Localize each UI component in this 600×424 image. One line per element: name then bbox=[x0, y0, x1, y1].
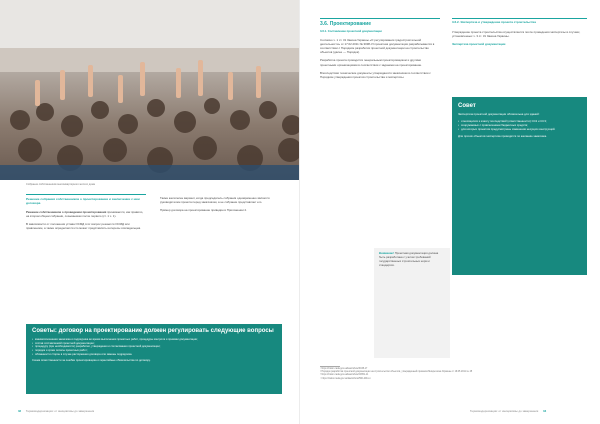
tips-item: • процедуру (при необходимости) разработки, утверждения и согласования проектной документации; bbox=[32, 345, 276, 349]
photo-caption: Собрание собственников многоквартирного жилого дома bbox=[26, 183, 95, 186]
gutter bbox=[299, 0, 300, 424]
page-number-left: 32 bbox=[18, 409, 22, 413]
left-col2 bbox=[160, 196, 282, 212]
advice-title: Совет bbox=[458, 103, 476, 109]
left-col1 bbox=[26, 210, 144, 230]
footnote: ² Порядок разработки проектной документации на строительство объектов, утверждённый приказом Минрегиона Украины от 16.05.2011 № 45 bbox=[320, 371, 473, 374]
page-number-right: 33 bbox=[543, 409, 547, 413]
note-box bbox=[374, 248, 450, 358]
tips-final: Схема ответственности за ошибки проектировщика и гарантийные обязательства по договору. bbox=[32, 358, 151, 362]
col2-para2: Пример договора на проектирование приведён в Приложении 2. bbox=[160, 208, 247, 213]
tips-box bbox=[26, 324, 282, 394]
section-title: 3.6. Проектирование bbox=[320, 21, 372, 27]
section-rule-right2 bbox=[452, 18, 587, 19]
footnote: ¹ https://zakon.rada.gov.ua/laws/show/3038-17 bbox=[320, 368, 368, 370]
note-text: Проектная документация должна быть разработана с учетом требований государственных строительных норм и стандартов. bbox=[379, 251, 439, 267]
right-col2-para1: Утверждение проекта строительства осуществляется после проведения экспертизы в случаях, установленных ч. 3 ст. 31 Закона Украины. bbox=[452, 30, 581, 39]
advice-list bbox=[458, 120, 581, 132]
tips-title: Советы: договор на проектирование должен регулировать следующие вопросы bbox=[32, 328, 274, 334]
advice-outro: Для прочих объектов экспертиза проводится по желанию заказчика. bbox=[458, 133, 547, 138]
section-rule bbox=[26, 194, 146, 195]
advice-intro: Экспертиза проектной документации обязательна для зданий: bbox=[458, 112, 540, 116]
advice-box bbox=[452, 97, 587, 275]
para1-bold: Решение собственников о проведении проектирования bbox=[26, 210, 107, 214]
tips-item: • обязанности сторон в случае расторжения договора или замены подрядчика. bbox=[32, 353, 276, 357]
tips-list bbox=[32, 338, 276, 357]
footnotes bbox=[320, 368, 580, 381]
section-rule-right bbox=[320, 18, 440, 19]
advice-item: • относящихся к классу последствий (ответственности) СС2 и СС3; bbox=[458, 120, 581, 124]
right-col2-sub: Экспертиза проектной документации bbox=[452, 42, 506, 47]
subsection-2: 3.6.2. Экспертиза и утверждение проекта строительства bbox=[452, 20, 536, 24]
subsection-1: 3.6.1. Составление проектной документации bbox=[320, 29, 382, 33]
right-para2: Разработка проекта проводится генеральным проектировщиком и другими проектными организациями в соответствии с заданием на проектирование. bbox=[320, 58, 422, 67]
right-para1: Согласно ч. 1 ст. 31 Закона Украины «О регулировании градостроительной деятельности» от 17.02.2011 № 3038-VI проектная документация разрабатывается в соответствии с Порядком разработки проектной документации на строительство объектов (далее — Порядок). bbox=[320, 38, 435, 55]
tips-item: • порядок и сроки оплаты проектных работ; bbox=[32, 349, 276, 353]
right-col2 bbox=[452, 30, 587, 46]
footnote: ⁴ https://zakon.rada.gov.ua/laws/show/560-2011-п bbox=[320, 377, 371, 380]
folio-right bbox=[470, 409, 550, 413]
col2-para1: Также желателен вариант, когда председатель собрания одновременно является руководителем проекта перед заказчиком, а не собрание представляет его. bbox=[160, 196, 270, 205]
tips-item: • взаимоотношения заказчика и подрядчика во время выполнения проектных работ, процедуры контроля и приемки документации; bbox=[32, 338, 276, 342]
right-para3: Впоследствии технические документы утверждаются заказчиком в соответствии с Порядком утверждения проектов строительства и экспертизы. bbox=[320, 70, 431, 79]
right-col1 bbox=[320, 38, 438, 79]
folio-left bbox=[18, 409, 94, 413]
footnote: ³ https://zakon.rada.gov.ua/laws/show/z0651-11 bbox=[320, 374, 369, 377]
folio-right-text: Термомодернизация: от инициативы до завершения bbox=[470, 409, 539, 413]
note-label: Внимание! bbox=[379, 251, 394, 255]
advice-item: • для которых проектом предусмотрены изменения несущих конструкций. bbox=[458, 128, 581, 132]
left-subhead: Решение собрания собственников о проектировании и заключении с ним договора bbox=[26, 197, 140, 205]
folio-left-text: Термомодернизация: от инициативы до завершения bbox=[25, 409, 95, 413]
advice-item: • сооружаемых с привлечением бюджетных средств; bbox=[458, 124, 581, 128]
tips-item: • состав составляемой проектной документации; bbox=[32, 342, 276, 346]
meeting-photo bbox=[0, 0, 300, 180]
para1: принимается, как правило, на втором общем собрании, созываемом после первого (ст. 1 ч. 1). bbox=[26, 210, 144, 219]
para2: В зависимости от положения устава ОСМД этот вопрос решается ОСМД или правлением, а также определяется кто может представлять интересы совладельцев. bbox=[26, 222, 141, 231]
